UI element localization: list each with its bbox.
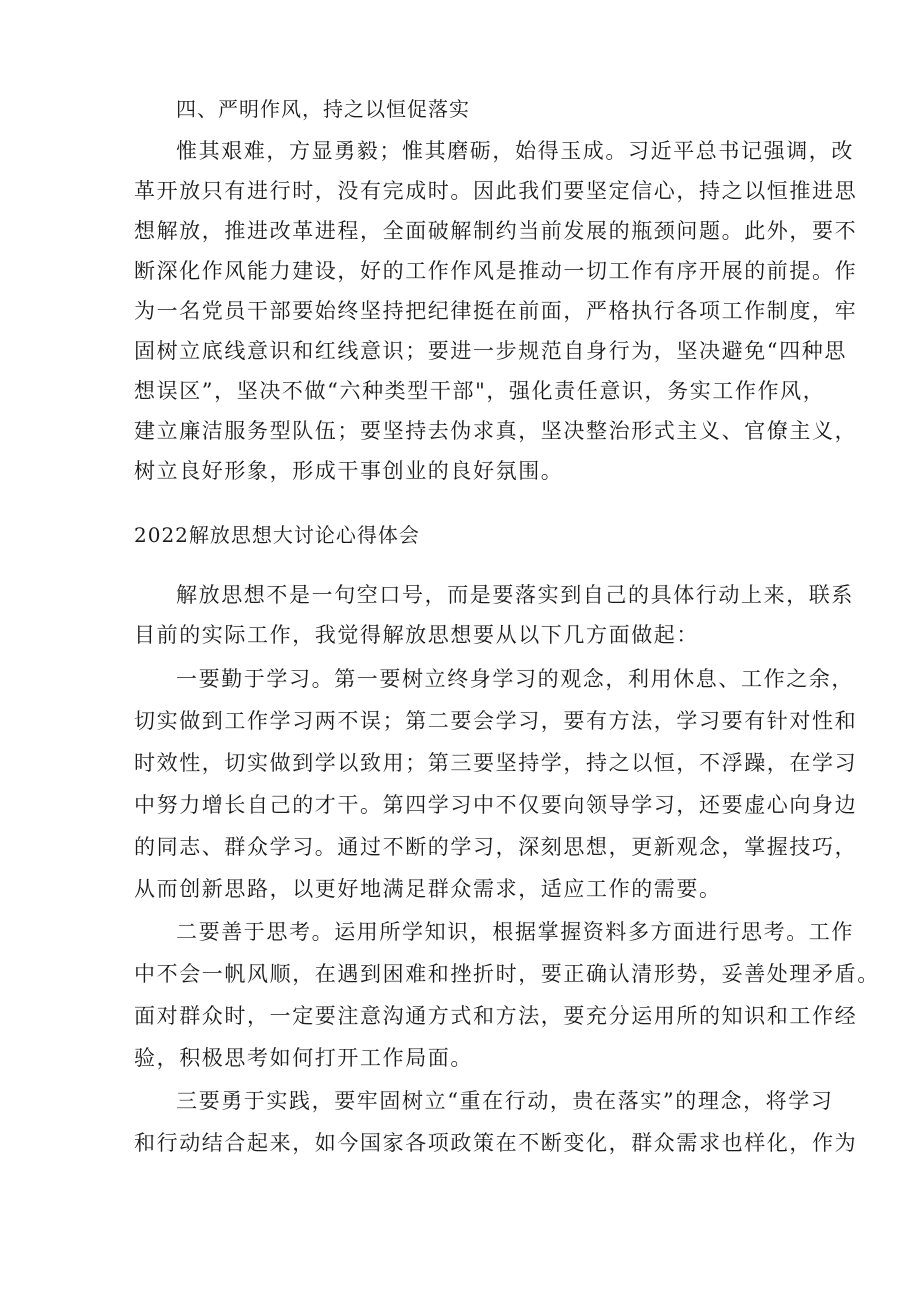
paragraph-line: 建立廉洁服务型队伍；要坚持去伪求真，坚决整治形式主义、官僚主义，: [134, 419, 858, 443]
paragraph-line: 从而创新思路，以更好地满足群众需求，适应工作的需要。: [134, 877, 722, 901]
paragraph-line: 革开放只有进行时，没有完成时。因此我们要坚定信心，持之以恒推进思: [134, 179, 858, 203]
paragraph-line: 的同志、群众学习。通过不断的学习，深刻思想，更新观念，掌握技巧，: [134, 835, 858, 859]
paragraph-line: 二要善于思考。运用所学知识，根据掌握资料多方面进行思考。工作: [176, 920, 854, 944]
paragraph-line: 断深化作风能力建设，好的工作作风是推动一切工作有序开展的前提。作: [134, 259, 858, 283]
paragraph-line: 中努力增长自己的才干。第四学习中不仅要向领导学习，还要虚心向身边: [134, 793, 858, 817]
paragraph-line: 惟其艰难，方显勇毅；惟其磨砺，始得玉成。习近平总书记强调，改: [176, 139, 854, 163]
paragraph-line: 切实做到工作学习两不误；第二要会学习，要有方法，学习要有针对性和: [134, 709, 858, 733]
paragraph-line: 解放思想不是一句空口号，而是要落实到自己的具体行动上来，联系: [176, 583, 854, 607]
paragraph-line: 一要勤于学习。第一要树立终身学习的观念，利用休息、工作之余，: [176, 667, 854, 691]
section-heading: 四、严明作风，持之以恒促落实: [176, 97, 470, 121]
paragraph-line: 中不会一帆风顺，在遇到困难和挫折时，要正确认清形势，妥善处理矛盾。: [134, 962, 880, 986]
paragraph-line: 时效性，切实做到学以致用；第三要坚持学，持之以恒，不浮躁，在学习: [134, 751, 858, 775]
article-title: 2022解放思想大讨论心得体会: [134, 523, 420, 547]
paragraph-line: 面对群众时，一定要注意沟通方式和方法，要充分运用所的知识和工作经: [134, 1004, 858, 1028]
paragraph-line: 为一名党员干部要始终坚持把纪律挺在前面，严格执行各项工作制度，牢: [134, 299, 858, 323]
paragraph-line: 和行动结合起来，如今国家各项政策在不断变化，群众需求也样化，作为: [134, 1131, 858, 1155]
paragraph-line: 验，积极思考如何打开工作局面。: [134, 1046, 473, 1070]
paragraph-line: 固树立底线意识和红线意识；要进一步规范自身行为，坚决避免“四种思: [134, 339, 847, 363]
paragraph-line: 三要勇于实践，要牢固树立“重在行动，贵在落实”的理念，将学习: [176, 1089, 834, 1113]
paragraph-line: 目前的实际工作，我觉得解放思想要从以下几方面做起：: [134, 623, 699, 647]
paragraph-line: 想解放，推进改革进程，全面破解制约当前发展的瓶颈问题。此外，要不: [134, 219, 858, 243]
paragraph-line: 想误区”，坚决不做“六种类型干部"，强化责任意识，务实工作作风，: [134, 379, 826, 403]
paragraph-line: 树立良好形象，形成干事创业的良好氛围。: [134, 459, 564, 483]
